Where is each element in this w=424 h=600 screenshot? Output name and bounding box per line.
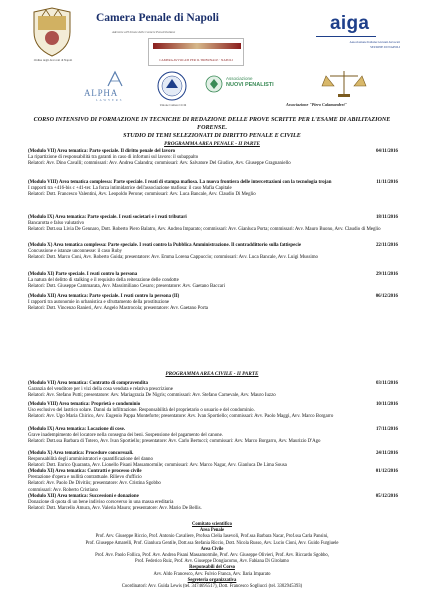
committee-title: Comitato scientifico	[192, 522, 232, 527]
module-title: (Modulo XII) Area tematica: Parte speciale. I reati contro la persona (II) 06/12/2016	[28, 294, 398, 299]
module-title: (Modulo VII) Area tematica: Contratto di compravendita 03/11/2016	[28, 381, 398, 386]
module-title: (Modulo X) Area tematica: Procedure concorsuali. 24/11/2016	[28, 451, 398, 456]
module-speakers: Relatori: Dott.ssa Barbara di Totero, Avv. Ivan Sportiello; presentatore: Avv. Carlo Bertucci; commissari: Avv. Marco Borgarro, Avv. Maurizio D'Ago	[28, 439, 321, 445]
module-date: 24/11/2016	[375, 451, 398, 456]
civil-module-10	[28, 451, 398, 470]
committee-civil-line-2: Prof. Federico Ruiz, Prof. Avv. Giuseppe Dongiacomo, Avv. Fabiana Di Girolamo	[135, 559, 289, 565]
org-subtitle: Aderente all'Unione delle Camere Penali Italiane	[112, 30, 176, 34]
module-speakers: Relatori: Avv. Dino Cavalli; commissari: Avv. Andrea Calandra; commissari: Avv. Salvatore Del Giudice, Avv. Giuseppe Gragnaniello	[28, 161, 291, 167]
module-date: 03/11/2016	[375, 381, 398, 386]
module-date: 17/11/2016	[375, 427, 398, 432]
module-topic: Grave inadempimento del locatore nella consegna dei beni. Sospensione del pagamento del canone.	[28, 433, 224, 439]
camere-civili-caption: Unione Camere Civili	[159, 103, 187, 107]
module-title: (Modulo VII) Area tematica: Parte speciale. Il diritto penale del lavoro 04/11/2016	[28, 149, 398, 154]
module-title: (Modulo XI) Parte speciale. I reati contro la persona 29/11/2016	[28, 272, 398, 277]
module-date: 18/11/2016	[375, 215, 398, 220]
module-speakers: Relatori: Dott. Marco Coni, Avv. Roberto Guida; presentatore: Avv. Emma Lorena Cappuccio; commissari: Avv. Luca Bancale, Avv. Luigi Mussimo	[28, 255, 318, 261]
module-topic: Prestazione d'opera e nullità contrattuale. Rilievo d'ufficio	[28, 475, 142, 481]
module-speakers: Relatori: Dott. Enrico Quaranta, Avv. Lionello Pisani Massamormile; commissari: Avv. Marco Nagar, Avv. Gianluca De Lima Sousa	[28, 463, 287, 469]
alpha-logo-text: ALPHA	[84, 88, 119, 98]
alpha-logo-subtitle: L A W Y E R S	[96, 98, 123, 102]
penal-module-9	[28, 215, 398, 234]
module-date: 04/11/2016	[375, 149, 398, 154]
module-speakers: commissari: Avv. Roberto Cristiano	[28, 487, 98, 493]
module-topic: I rapporti tra autonomie in urbanistica e sfruttamento della prostituzione	[28, 300, 170, 306]
penal-module-12	[28, 294, 398, 313]
module-topic: Donazione di quota di un bene indiviso corsoverso in una massa ereditaria	[28, 500, 174, 506]
civil-module-9	[28, 427, 398, 446]
module-topic: Garanzia del venditore per i vizi della cosa venduta e relativa prescrizione	[28, 387, 173, 393]
course-managers: Avv. Aldo Francesco, Avv. Fulvio Franca, Avv. Ilaria Imparato	[153, 571, 271, 577]
civil-module-8	[28, 402, 398, 421]
aiga-underline	[316, 36, 376, 37]
committee-penal-line-2: Prof. Giuseppe Amarelli, Prof. Gianluca Gentile, Dott.ssa Stefania Riccio, Dott. Nicola Russo, Avv. Lucio Cioni, Avv. Guido Furgiuele	[85, 540, 339, 546]
associazione-calamandrei: Associazione "Piero Calamandrei"	[286, 102, 347, 107]
module-speakers: Relatori: Dott. Giuseppe Cammarata, Avv. Massimiliano Cesaro; presentatore: Avv. Gaetano Baccari	[28, 284, 225, 290]
committee-penal-heading: Area Penale	[199, 528, 225, 534]
module-topic: La natura del delitto di stalking e il requisito della reiterazione delle condotte	[28, 278, 179, 284]
napoli-crest-logo	[20, 6, 84, 58]
committee-civil-line-1: Prof. Avv. Paolo Follica, Prof. Avv. Andrea Pisani Massamormile, Prof. Avv. Giuseppe Olivieri, Prof. Avv. Riccardo Sgobbo,	[95, 553, 329, 559]
crest-caption: Ordine degli Avvocati di Napoli	[33, 58, 73, 62]
civil-module-11	[28, 469, 398, 494]
module-title: (Modulo XII) Area tematica: Successioni e donazione 05/12/2016	[28, 494, 398, 499]
course-title: CORSO INTENSIVO DI FORMAZIONE IN TECNICHE DI REDAZIONE DELLE PROVE SCRITTE PER L'ESAME DI ABILITAZIONE FORENSE. STUDIO DI TEMI SELEZIONATI DI DIRITTO PENALE E CIVILE	[33, 117, 391, 139]
module-topic: Responsabilità degli amministratori e quantificazione del danno	[28, 457, 153, 463]
committee-penal-line-1: Prof. Avv. Giuseppe Riccio, Prof. Antonio Cavaliere, Profssa Clelia Iasevoli, Prof.ssa Barbara Nacar, Prof.ssa Carla Pansini,	[95, 534, 329, 540]
committee-civil-heading: Area Civile	[200, 546, 224, 552]
module-topic: Bancarotta e falso valutativo	[28, 221, 85, 227]
ordine-text: CAMERA AVVOCATI PER IL TRIBUNALE · NAPOLI	[159, 58, 233, 62]
module-speakers: Relatori: Avv. Paolo De Divitiis; presentatore: Avv. Cristina Sgobbo	[28, 481, 161, 487]
secretariat-contacts: Coordinatori: Avv. Guida Lewis (tel. 3474695517), Dott. Francesco Sogliucci (tel. 3302945393)	[121, 584, 303, 590]
scientific-committee	[22, 522, 402, 590]
module-topic: Uso esclusivo del lastrico solare. Danni da infiltrazione. Responsabilità del proprietario o usuario e del condominio.	[28, 408, 255, 414]
scales-of-justice-logo	[316, 68, 372, 98]
module-topic: Concussione e istanze unconnesse: il caso Ruby	[28, 249, 122, 255]
civil-section-heading: PROGRAMMA AREA CIVILE - II PARTE	[165, 371, 259, 377]
module-title: (Modulo IX) Area tematica: Parte speciale. I reati societari e i reati tributari 18/11/2016	[28, 215, 398, 220]
module-date: 29/11/2016	[375, 272, 398, 277]
module-date: 05/12/2016	[375, 494, 398, 499]
module-topic: La ripartizione di responsabilità tra garanti in caso di infortuni sul lavoro: il subappalto	[28, 155, 199, 161]
module-date: 01/12/2016	[375, 469, 398, 474]
aiga-logo: aiga	[330, 13, 370, 34]
module-speakers: Relatori: Dott. Marcello Amura, Avv. Valeria Mauro; presentatore: Avv. Mario De Bellis.	[28, 506, 202, 512]
aiga-subtitle: Associazione Italiana Giovani Avvocati SEZIONE DI NAPOLI	[349, 40, 400, 49]
module-date: 10/11/2016	[375, 402, 398, 407]
penal-module-8	[28, 180, 398, 199]
module-title: (Modulo X) Area tematica complessa: Parte speciale. I reati contro la Pubblica Amministrazione. Il contraddittorio sulla fattispecie 22/11/2016	[28, 243, 398, 248]
nuovi-penalisti-label: Associazione	[226, 76, 253, 81]
camere-civili-logo	[152, 70, 192, 102]
module-title: (Modulo VIII) Area tematica: Proprietà e condominio 10/11/2016	[28, 402, 398, 407]
nuovi-penalisti-name: NUOVI PENALISTI	[226, 82, 274, 88]
penal-module-10	[28, 243, 398, 262]
module-topic: I rapporti tra +416-bis c +41-ter. La forza intimidatrice dell'associazione mafiosa: il caso Mafia Capitale	[28, 186, 232, 192]
module-date: 11/11/2016	[376, 180, 398, 185]
module-speakers: Relatori: Dott. Francesco Valentini, Avv. Leopoldo Perone; commissari: Avv. Luca Bancale, Avv. Claudio Di Meglio	[28, 192, 256, 198]
civil-module-7	[28, 381, 398, 400]
module-date: 22/11/2016	[375, 243, 398, 248]
penal-section-heading: PROGRAMMA AREA PENALE - II PARTE	[164, 141, 260, 147]
module-speakers: Relatori: Dott.ssa Livia De Gennaro, Dott. Roberto Piero Balatro, Avv. Andrea Imparato; commissari: Avv. Gianluca Porta; commissari: Avv. Mauro Buono, Avv. Claudio di Meglio	[28, 227, 381, 233]
module-speakers: Relatori: Avv. Ugo Maria Chirico, Avv. Eugenio Pappa Monteforte; presentatore: Avv. Ivan Sportiello; commissari: Avv. Paolo Maggi, Avv. Marco Borgarro	[28, 414, 334, 420]
course-managers-heading: Responsabili del Corso	[189, 565, 235, 571]
org-name: Camera Penale di Napoli	[96, 12, 219, 24]
penal-module-7	[28, 149, 398, 168]
module-speakers: Relatori: Avv. Stefano Putti; presentatore: Avv. Mariagrazia De Nigris; commissari: Avv. Stefano Carnevale, Avv. Mauro Iuzzo	[28, 393, 276, 399]
penal-module-11	[28, 272, 398, 291]
module-title: (Modulo VIII) Area tematica complessa: Parte speciale. I reati di stampa mafiosa. La nuova frontiera delle intercettazioni con la tecnologia trojan 11/11/2016	[28, 180, 398, 185]
civil-module-12	[28, 494, 398, 513]
module-date: 06/12/2016	[375, 294, 398, 299]
secretariat-heading: Segreteria organizzativa	[187, 577, 237, 583]
module-title: (Modulo XI) Area tematica: Contratti e processo civile 01/12/2016	[28, 469, 398, 474]
module-title: (Modulo IX) Area tematica: Locazione di cose. 17/11/2016	[28, 427, 398, 432]
module-speakers: Relatori: Dott. Vincenzo Ranieri, Avv. Angelo Mastrocola; presentatore: Avv. Gaetano Porta	[28, 306, 208, 312]
